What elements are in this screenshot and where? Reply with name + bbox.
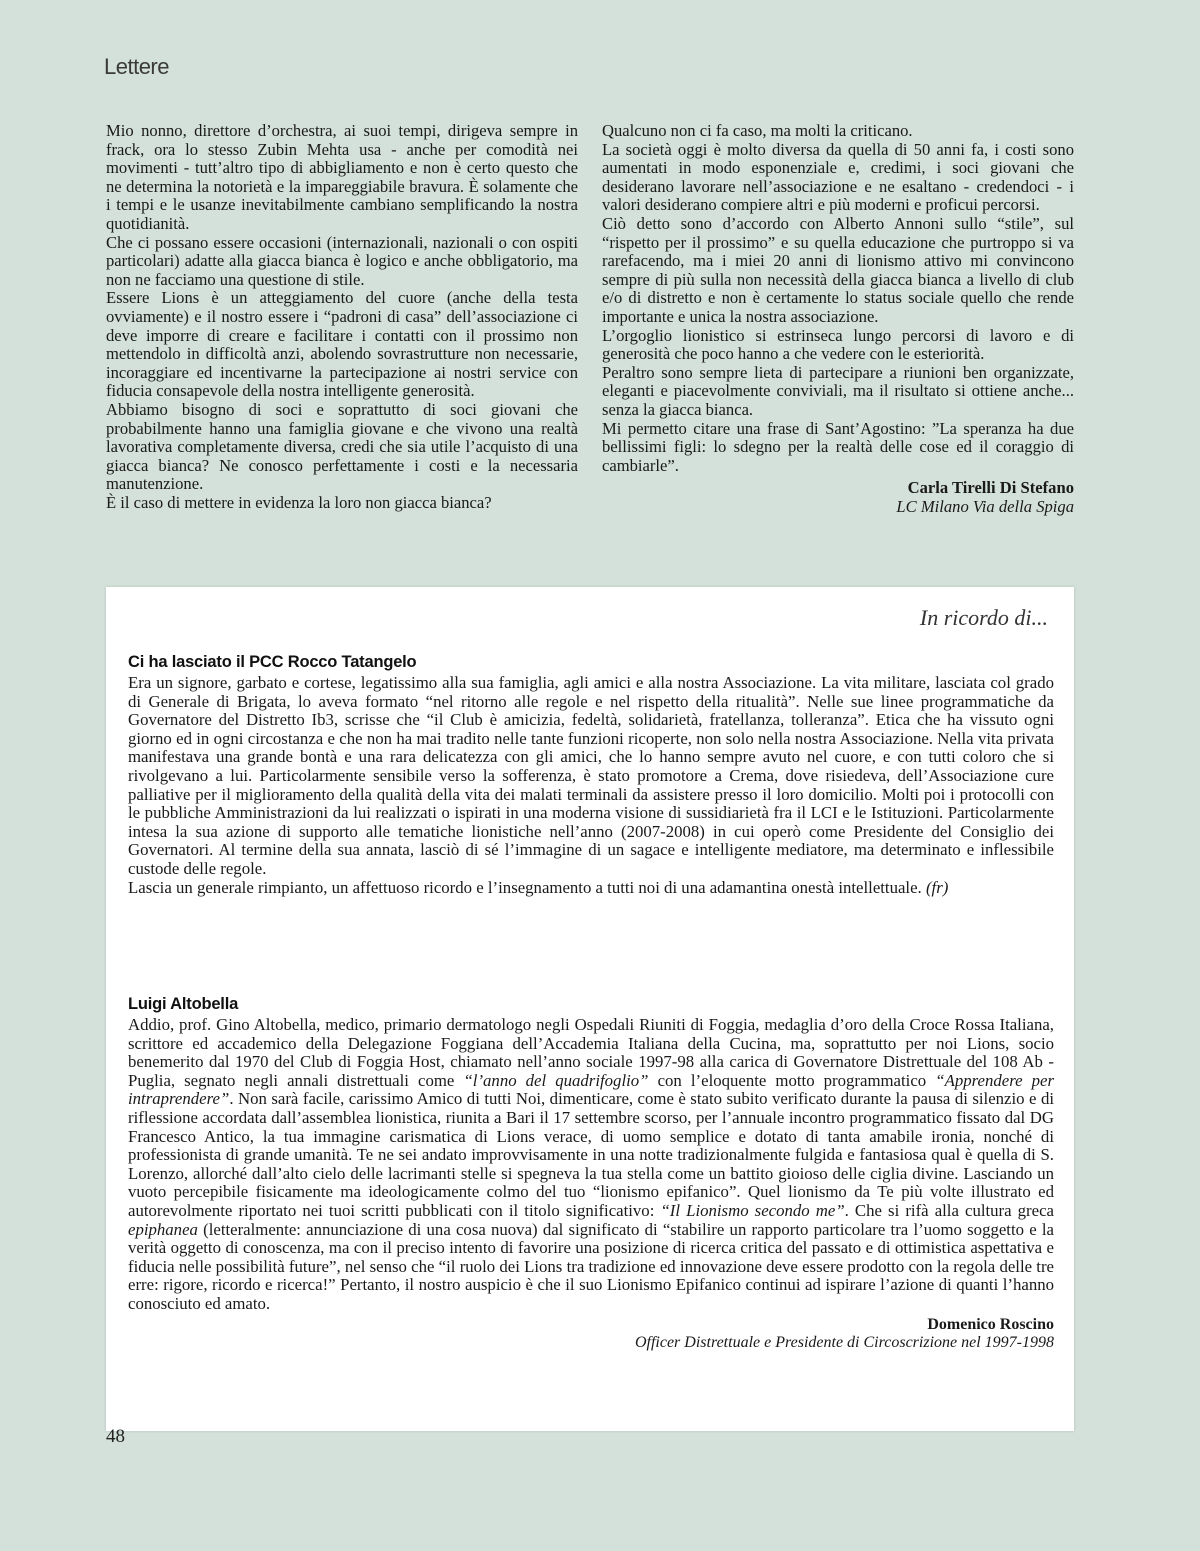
obituary-signature-name: Domenico Roscino [927,1315,1054,1333]
paragraph: È il caso di mettere in evidenza la loro non giacca bianca? [106,492,492,512]
text-segment: con l’eloquente motto programmatico [648,1070,936,1090]
paragraph: Che ci possano essere occasioni (internazionali, nazionali o con ospiti particolari) adatte alla giacca bianca è logico e anche obbligatorio, ma non ne facciamo una questione di stile. [106,232,578,289]
paragraph: Essere Lions è un atteggiamento del cuore (anche della testa ovviamente) e il nostro essere i “padroni di casa” dell’associazione ci deve imporre di creare e facilitare i contatti con il prossimo non mettendolo in difficoltà anzi, abolendo sovrastrutture non necessarie, incoraggiare ed incentivarne la partecipazione ai nostri service con fiducia consapevole della nostra intelligente generosità. [106,288,578,401]
quoted-book-title: “Il Lionismo secondo me” [660,1200,845,1220]
text-segment: . Che si rifà alla cultura greca [844,1200,1054,1220]
obituary-altobella [128,995,1054,1352]
paragraph: La società oggi è molto diversa da quella di 50 anni fa, i costi sono aumentati in modo esponenziale e, credimi, i soci giovani che desiderano lavorare nell’associazione e ne esaltano - credendoci - i valori desiderano compiere altri e più moderni e proficui percorsi. [602,139,1074,215]
page-number: 48 [106,1426,125,1447]
paragraph: Mi permetto citare una frase di Sant’Agostino: ”La speranza ha due bellissimi figli: lo sdegno per la realtà delle cose ed il coraggio di cambiarle”. [602,418,1074,475]
obituary-paragraph: Era un signore, garbato e cortese, legatissimo alla sua famiglia, agli amici e alla nostra Associazione. La vita militare, lasciata col grado di Generale di Brigata, lo aveva formato “nel ritorno alle regole e nel rispetto della ritualità”. Nelle sue linee programmatiche da Governatore del Distretto Ib3, scrisse che “il Club è amicizia, fedeltà, solidarietà, fratellanza, tolleranza”. Etica che ha vissuto ogni giorno ed in ogni circostanza e che non ha mai tradito nelle tante funzioni ricoperte, non solo nella nostra Associazione. Nella vita privata manifestava una grande bontà e una rara delicatezza con gli amici, che lo hanno sempre avuto nel cuore, e con tutti coloro che si rivolgevano a lui. Particolarmente sensibile verso la sofferenza, è stato promotore a Crema, dove risiedeva, dell’Associazione cure palliative per il miglioramento della qualità della vita dei malati terminali da assistere presso il loro domicilio. Molti poi i protocolli con le pubbliche Amministrazioni da lui realizzati o ispirati in una moderna visione di sussidiarietà fra il LCI e le Istituzioni. Particolarmente intesa la sua azione di supporto alle tematiche lionistiche nell’anno (2007-2008) in cui operò come Presidente del Consiglio dei Governatori. Al termine della sua annata, lasciò di sé l’immagine di un sagace e intelligente mediatore, ma determinato e inflessibile custode delle regole. [128,673,1054,878]
obituary-signature-role: Officer Distrettuale e Presidente di Circoscrizione nel 1997-1998 [634,1333,1054,1351]
letter-signature-club: LC Milano Via della Spiga [896,496,1074,516]
obituary-text: Lascia un generale rimpianto, un affettuoso ricordo e l’insegnamento a tutti noi di una adamantina onestà intellettuale. [128,877,922,897]
obituary-paragraph [128,1016,1054,1314]
quoted-title: “l’anno del quadrifoglio” [463,1070,649,1090]
paragraph: Abbiamo bisogno di soci e soprattutto di soci giovani che probabilmente hanno una famiglia giovane e che vivono una realtà lavorativa completamente diversa, credi che sia utile l’acquisto di una giacca bianca? Ne conosco perfettamente i costi e la necessaria manutenzione. [106,399,578,494]
memorial-box [106,587,1074,1431]
paragraph: Mio nonno, direttore d’orchestra, ai suoi tempi, dirigeva sempre in frack, ora lo stesso Zubin Mehta usa - anche per comodità nei movimenti - tutt’altro tipo di abbigliamento e non è certo questo che ne determina la notorietà e la impareggiabile bravura. È solamente che i tempi e le usanze inevitabilmente cambiano semplificando la nostra quotidianità. [106,121,578,233]
paragraph: Qualcuno non ci fa caso, ma molti la criticano. [602,121,913,140]
letter-right-column [602,122,1074,516]
text-segment: Addio, prof. Gino Altobella, medico, primario dermatologo negli Ospedali Riuniti di Foggia, medaglia d’oro della Croce Rossa Italiana, scrittore ed accademico della Delegazione Foggiana dell’Accademia Italiana della Cucina, ma, soprattutto per noi Lions, socio benemerito dal 1970 del Club di Foggia Host, chiamato nell’anno sociale 1997-98 alla carica di Governatore Distrettuale del 108 Ab - Puglia, segnato negli annali distrettuali come [128,1015,1054,1090]
letters-section [106,122,1074,516]
letter-signature-name: Carla Tirelli Di Stefano [907,478,1074,498]
text-segment: (letteralmente: annunciazione di una cosa nuova) dal significato di “stabilire un rapporto particolare tra l’uomo soggetto e la verità oggetto di conoscenza, ma con il preciso intento di favorire una posizione di ricerca critica del passato e di ottimistica aspettativa e fiducia nelle possibilità future”, nel senso che “il ruolo dei Lions tra tradizione ed innovazione deve essere prodotto con la regola delle tre erre: rigore, ricordo e ricerca!” Pertanto, il nostro auspicio è che il suo Lionismo Epifanico continui ad ispirare l’azione di quanti l’hanno conosciuto ed amato. [128,1219,1054,1313]
obituary-tatangelo [128,653,1054,897]
obituary-heading: Luigi Altobella [128,995,239,1013]
obituary-heading: Ci ha lasciato il PCC Rocco Tatangelo [128,653,417,671]
section-label: Lettere [104,54,169,79]
text-segment: . Non sarà facile, carissimo Amico di tutti Noi, dimenticare, come è stato subito verificato durante la pausa di silenzio e di riflessione accordata dall’assemblea lionistica, riunita a Bari il 17 settembre scorso, per l’annuale incontro programmatico fissato dal DG Francesco Antico, la tua immagine carismatica di Lions verace, di uomo semplice e dotato di tanta amabile ironia, nonché di professionista di grande umanità. Te ne sei andato improvvisamente in una notte tradizionalmente fulgida e fantasiosa qual è quella di S. Lorenzo, allorché dall’alto cielo delle lacrimanti stelle si spegneva la tua stella come un battito gioioso delle ciglia divine. Lasciando un vuoto percepibile fisicamente ma ideologicamente colmo del tuo “lionismo epifanico”. Quel lionismo da Te più volte illustrato ed autorevolmente riportato nei tuoi scritti pubblicati con il titolo significativo: [128,1089,1054,1220]
letter-left-column [106,122,578,516]
obituary-paragraph [128,879,1054,898]
paragraph: Ciò detto sono d’accordo con Alberto Annoni sullo “stile”, sul “rispetto per il prossimo” e su quella educazione che purtroppo si va rarefacendo, ma i miei 20 anni di lionismo attivo mi convincono sempre di più sulla non necessità della giacca bianca a livello di club e/o di distretto e non è certamente lo status sociale quello che rende importante e unica la nostra associazione. [602,213,1074,326]
author-initials: (fr) [925,877,949,897]
paragraph: L’orgoglio lionistico si estrinseca lungo percorsi di lavoro e di generosità che poco hanno a che vedere con le esteriorità. [602,325,1074,364]
quoted-motto: “Apprendere per intraprendere” [128,1070,1054,1109]
memorial-title: In ricordo di... [919,605,1048,630]
paragraph: Peraltro sono sempre lieta di partecipare a riunioni ben organizzate, eleganti e piacevolmente conviviali, ma il risultato si ottiene anche... senza la giacca bianca. [602,362,1074,419]
greek-term: epiphanea [128,1219,198,1239]
